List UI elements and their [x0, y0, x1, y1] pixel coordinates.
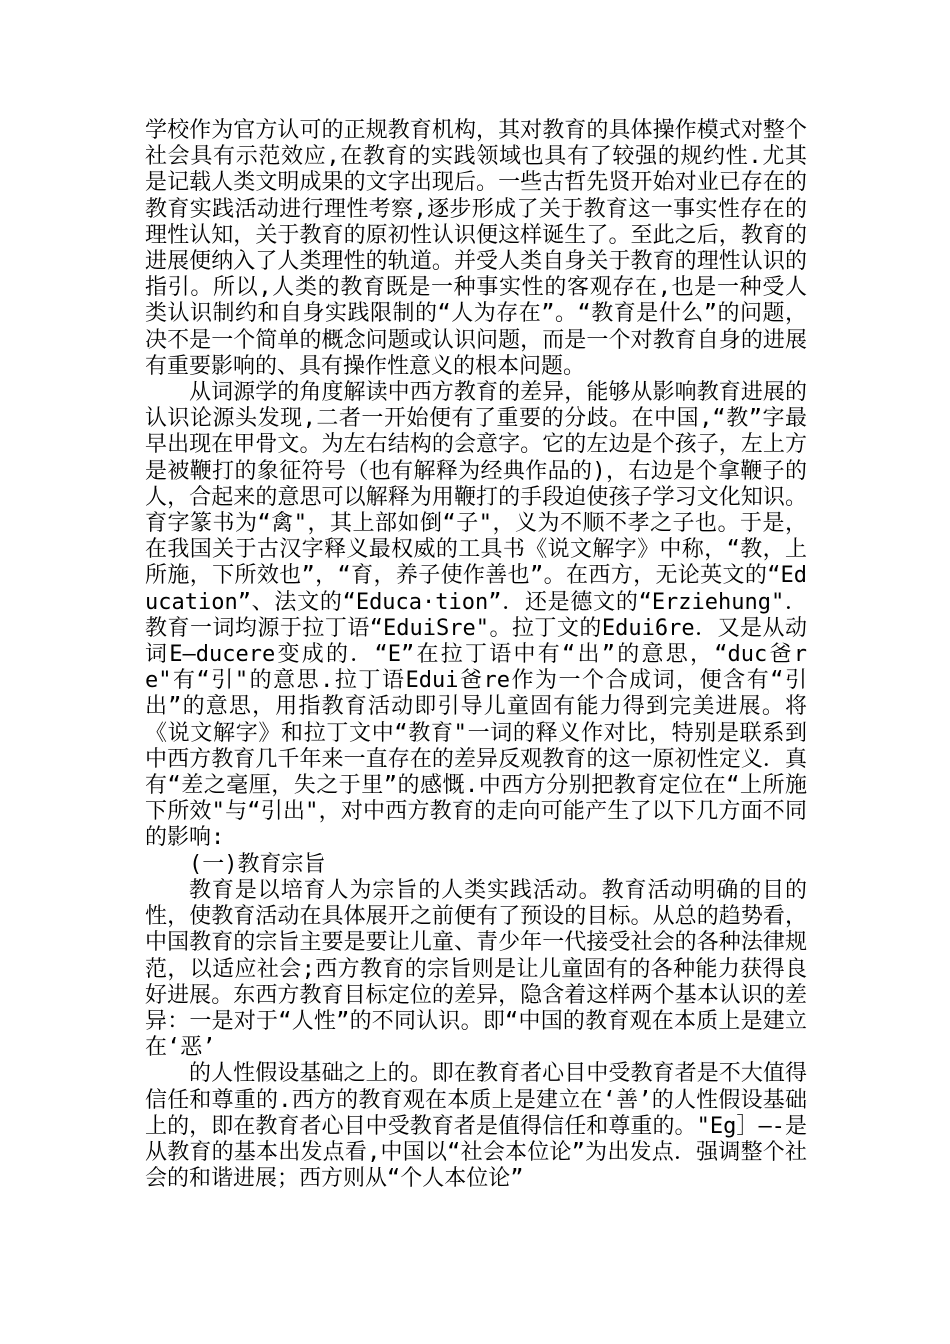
paragraph-intro: 学校作为官方认可的正规教育机构，其对教育的具体操作模式对整个社会具有示范效应,在教育的实践领域也具有了较强的规约性.尤其是记载人类文明成果的文字出现后。一些古哲先贤开始对业已存在的教育实践活动进行理性考察,逐步形成了关于教育这一事实性存在的理性认知，关于教育的原初性认识便这样诞生了。至此之后，教育的进展便纳入了人类理性的轨道。并受人类自身关于教育的理性认识的指引。所以,人类的教育既是一种事实性的客观存在,也是一种受人类认识制约和自身实践限制的“人为存在”。“教育是什么”的问题，决不是一个简单的概念问题或认识问题，而是一个对教育自身的进展有重要影响的、具有操作性意义的根本问题。 — [145, 118, 807, 379]
paragraph-etymology: 从词源学的角度解读中西方教育的差异，能够从影响教育进展的认识论源头发现,二者一开始便有了重要的分歧。在中国,“教”字最早出现在甲骨文。为左右结构的会意字。它的左边是个孩子，左上方是被鞭打的象征符号（也有解释为经典作品的)，右边是个拿鞭子的人，合起来的意思可以解释为用鞭打的手段迫使孩子学习文化知识。育字篆书为“禽"，其上部如倒“子"，义为不顺不孝之子也。于是，在我国关于古汉字释义最权威的工具书《说文解字》中称，“教，上所施，下所效也”，“育，养子使作善也”。在西方，无论英文的“Education”、法文的“Educa·tion”．还是德文的“Erziehung"．教育一词均源于拉丁语“EduiSre"。拉丁文的Edui6re．又是从动词E—ducere变成的．“E”在拉丁语中有“出”的意思，“duc爸re"有“引"的意思.拉丁语Edui爸re作为一个合成词，便含有“引出”的意思，用指教育活动即引导儿童固有能力得到完美进展。将《说文解字》和拉丁文中“教育"一词的释义作对比，特别是联系到中西方教育几千年来一直存在的差异反观教育的这一原初性定义．真有“差之毫厘，失之于里”的感慨.中西方分别把教育定位在“上所施下所效"与“引出"，对中西方教育的走向可能产生了以下几方面不同的影响: — [145, 380, 807, 851]
paragraph-human-nature: 的人性假设基础之上的。即在教育者心目中受教育者是不大值得信任和尊重的.西方的教育观在本质上是建立在‘善’的人性假设基础上的，即在教育者心目中受教育者是值得信任和尊重的。"Eg］—-是从教育的基本出发点看,中国以“社会本位论”为出发点．强调整个社会的和谐进展；西方则从“个人本位论” — [145, 1061, 807, 1192]
section-heading-education-purpose: (一)教育宗旨 — [189, 851, 326, 877]
document-page — [145, 118, 807, 1192]
paragraph-education-purpose: 教育是以培育人为宗旨的人类实践活动。教育活动明确的目的性，使教育活动在具体展开之前便有了预设的目标。从总的趋势看，中国教育的宗旨主要是要让儿童、青少年一代接受社会的各种法律规范，以适应社会;西方教育的宗旨则是让儿童固有的各种能力获得良好进展。东西方教育目标定位的差异，隐含着这样两个基本认识的差异：一是对于“人性”的不同认识。即“中国的教育观在本质上是建立在‘恶’ — [145, 877, 807, 1061]
